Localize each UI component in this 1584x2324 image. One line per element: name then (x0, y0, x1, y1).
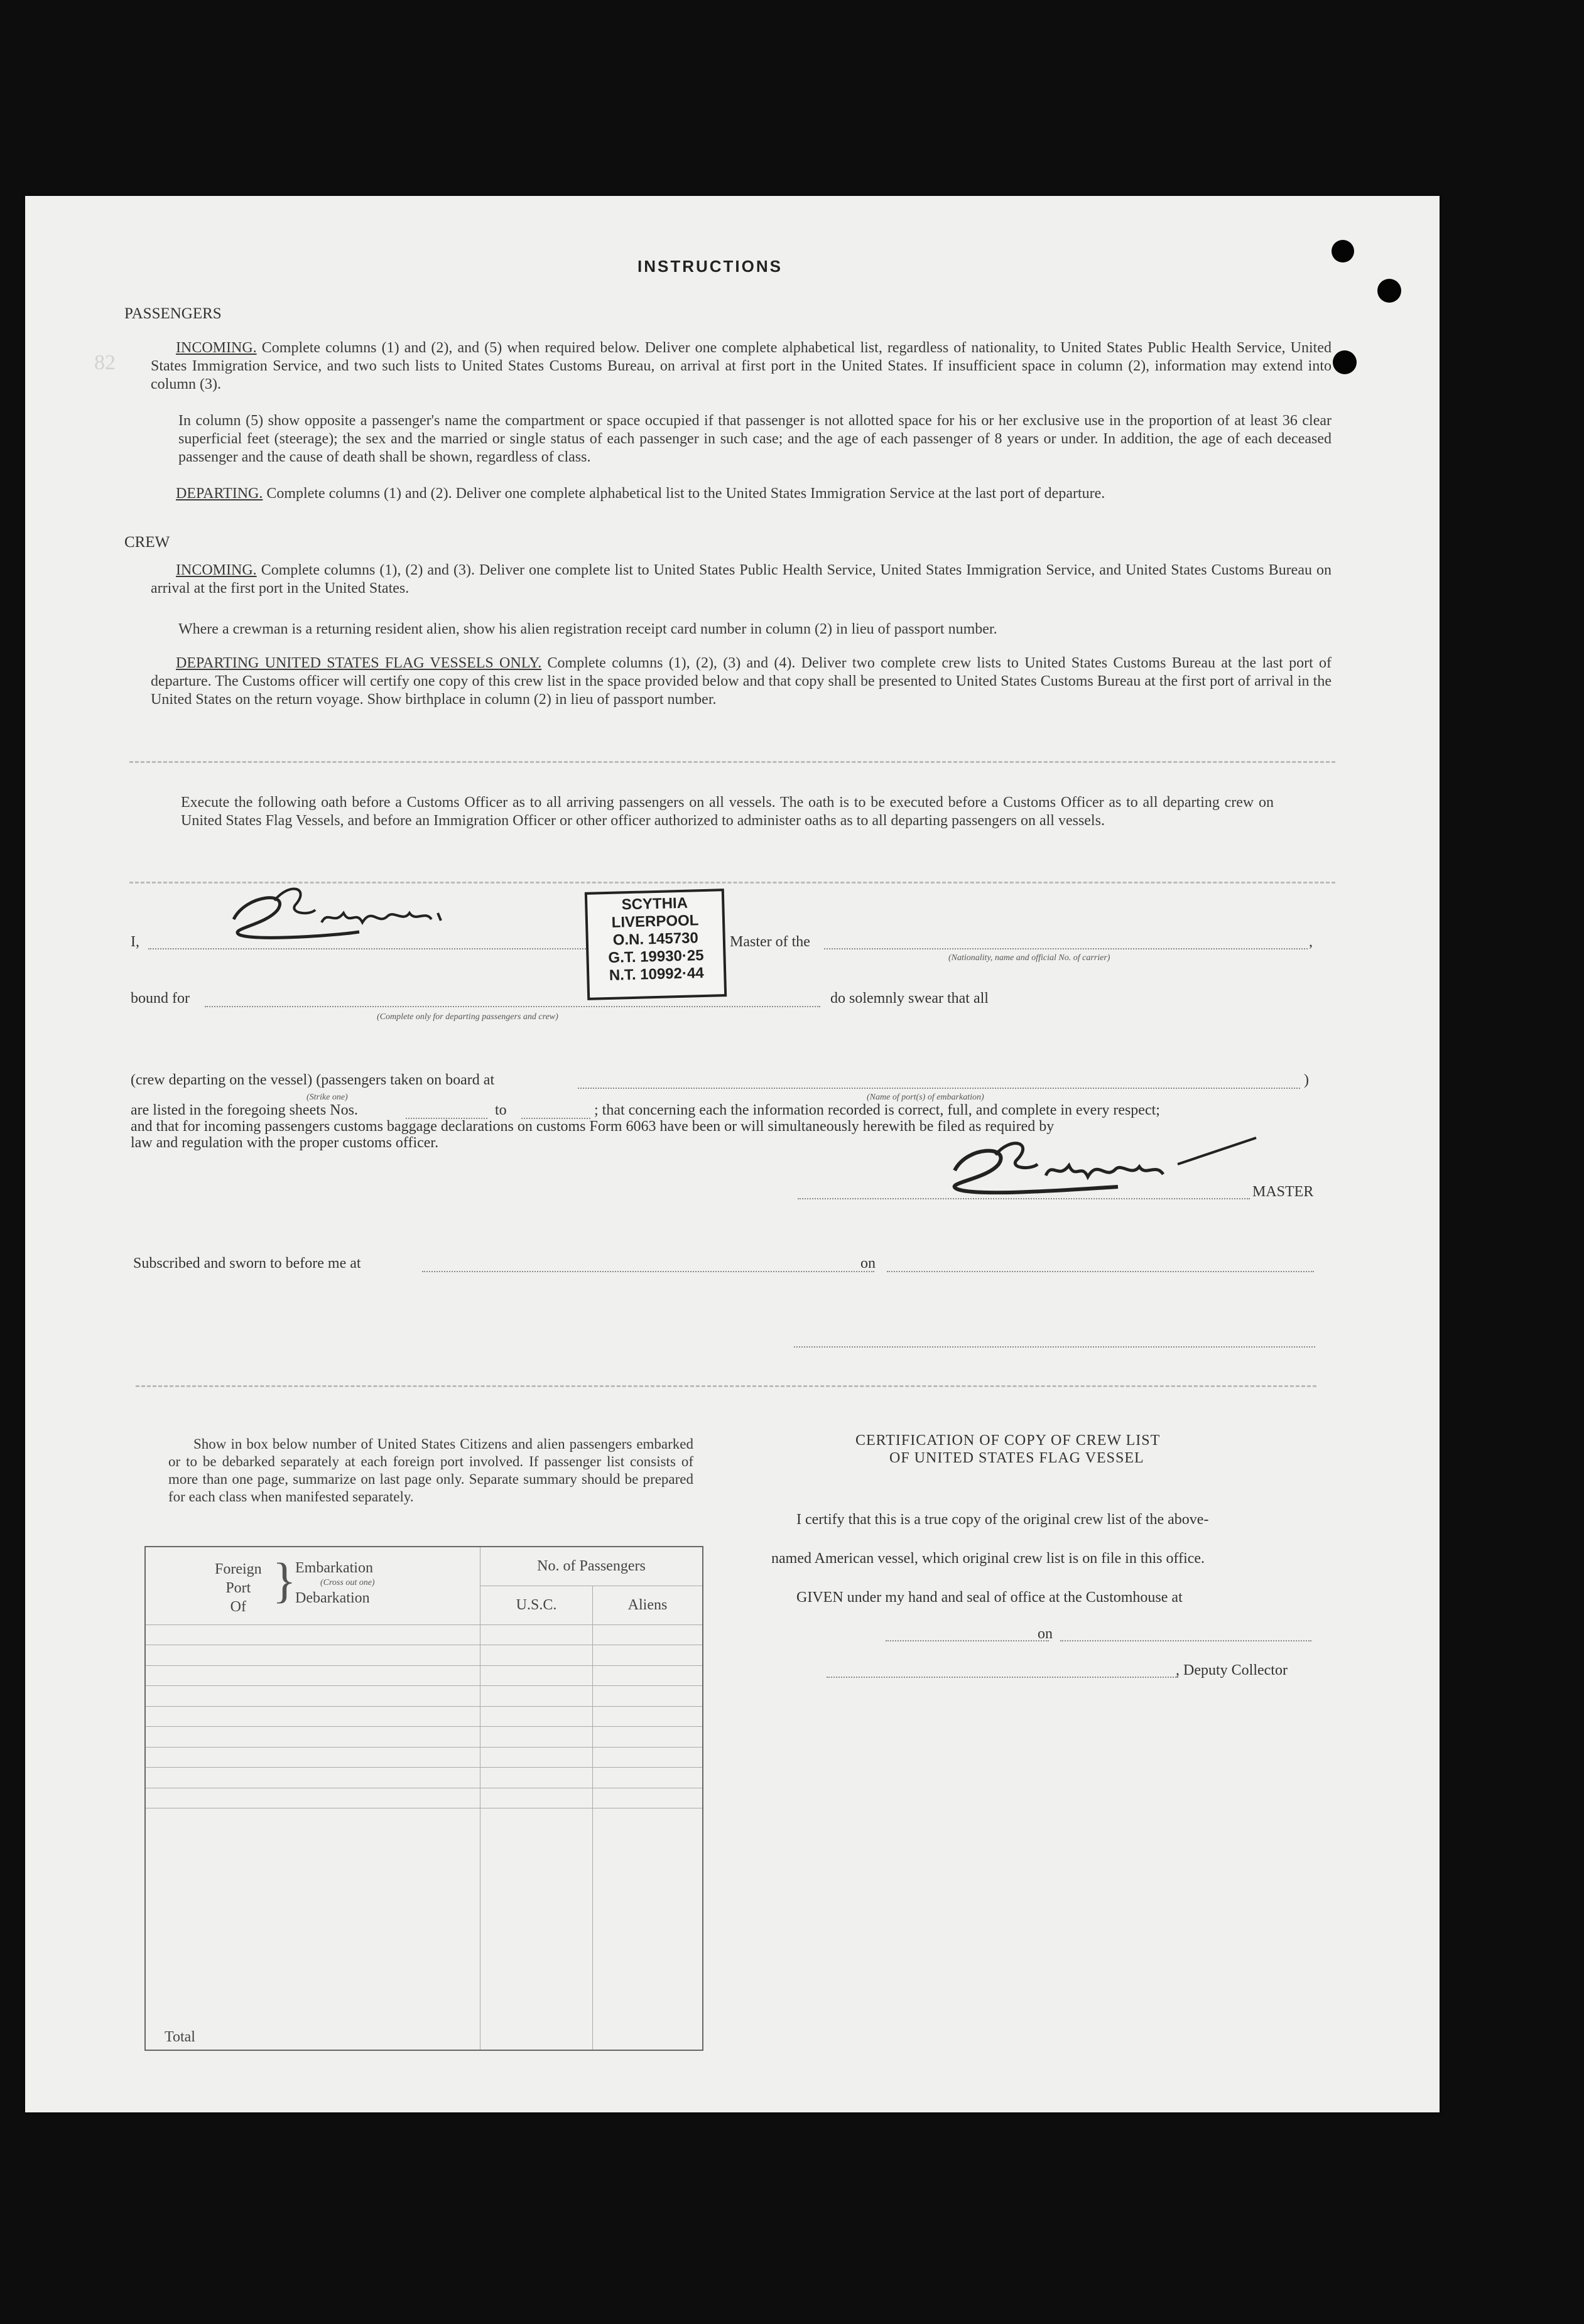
passengers-incoming-text: Complete columns (1) and (2), and (5) when required below. Deliver one complete alphabetical list, regardless of nationality, to United States Public Health Service, United States Immigration Service, and two such lists to United States Customs Bureau, on arrival at first port in the United States. If insufficient space in column (2), information may extend into column (3). (151, 340, 1332, 392)
master-label: MASTER (1252, 1184, 1314, 1200)
usc-cell[interactable] (480, 1624, 593, 1645)
no-passengers-header: No. of Passengers (480, 1547, 703, 1586)
close-paren: ) (1304, 1072, 1309, 1088)
master-name-field[interactable] (148, 948, 588, 949)
aliens-cell[interactable] (593, 1747, 703, 1768)
crew-incoming-label: INCOMING. (176, 562, 257, 578)
usc-cell[interactable] (480, 1727, 593, 1748)
aliens-cell[interactable] (593, 1788, 703, 1808)
certification-line-2: named American vessel, which original crew list is on file in this office. (771, 1550, 1205, 1567)
foreign-label: Foreign (215, 1561, 262, 1577)
officer-signature-field[interactable] (794, 1346, 1315, 1348)
subscribed-place-field[interactable] (422, 1271, 874, 1272)
port-cell[interactable] (145, 1665, 480, 1686)
deputy-signature-field[interactable] (827, 1677, 1178, 1678)
table-row (145, 1706, 703, 1727)
summary-instructions: Show in box below number of United States Citizens and alien passengers embarked or to be debarked separately at each foreign port involved. If passenger list consists of more than one page, summarize on last page only. Separate summary should be prepared for each class when manifested separately. (168, 1436, 693, 1505)
crew-incoming (151, 561, 1332, 598)
crew-returning-resident: Where a crewman is a returning resident alien, show his alien registration receipt card number in column (2) in lieu of passport number. (178, 621, 997, 637)
total-usc-cell[interactable] (480, 1808, 593, 2050)
punch-hole-3 (1333, 350, 1357, 374)
punch-hole-2 (1377, 279, 1401, 303)
debarkation-label: Debarkation (295, 1590, 370, 1606)
stamp-line-5: N.T. 10992·44 (609, 965, 704, 984)
master-signature-field[interactable] (798, 1198, 1250, 1199)
port-cell[interactable] (145, 1706, 480, 1727)
subscribed-date-field[interactable] (887, 1271, 1314, 1272)
table-row (145, 1727, 703, 1748)
usc-header: U.S.C. (480, 1586, 593, 1624)
aliens-cell[interactable] (593, 1665, 703, 1686)
usc-cell[interactable] (480, 1706, 593, 1727)
port-cell[interactable] (145, 1727, 480, 1748)
certification-title-1: CERTIFICATION OF COPY OF CREW LIST (855, 1432, 1161, 1449)
master-signature-1 (221, 875, 466, 944)
cross-out-caption: (Cross out one) (320, 1578, 375, 1587)
passengers-heading: PASSENGERS (124, 305, 222, 322)
aliens-cell[interactable] (593, 1727, 703, 1748)
aliens-cell[interactable] (593, 1768, 703, 1788)
subscribed-label: Subscribed and sworn to before me at (133, 1255, 361, 1272)
aliens-cell[interactable] (593, 1686, 703, 1707)
crew-departing-text: Complete columns (1), (2), (3) and (4). Deliver two complete crew lists to United States Customs Bureau at the last port of departure. The Customs officer will certify one copy of this crew list in the space provided below and that copy shall be presented to United States Customs Bureau at the first port of arrival in the United States on the return voyage. Show birthplace in column (2) in lieu of passport number. (151, 655, 1332, 708)
section-divider-1 (129, 761, 1335, 763)
usc-cell[interactable] (480, 1747, 593, 1768)
usc-cell[interactable] (480, 1665, 593, 1686)
usc-cell[interactable] (480, 1788, 593, 1808)
certification-line-1: I certify that this is a true copy of the original crew list of the above- (796, 1511, 1209, 1528)
crew-heading: CREW (124, 534, 170, 551)
oath-listed-c: and that for incoming passengers customs baggage declarations on customs Form 6063 have been or will simultaneously herewith be filed as required by (131, 1118, 1055, 1135)
oath-listed-b: ; that concerning each the information recorded is correct, full, and complete in every respect; (594, 1102, 1160, 1118)
complete-caption: (Complete only for departing passengers and crew) (377, 1012, 558, 1022)
page-title: INSTRUCTIONS (637, 257, 783, 276)
total-label (145, 1808, 480, 2050)
certification-line-3: GIVEN under my hand and seal of office at the Customhouse at (796, 1589, 1183, 1606)
table-row (145, 1645, 703, 1666)
oath-bound-for: bound for (131, 990, 190, 1007)
usc-cell[interactable] (480, 1645, 593, 1666)
passengers-incoming (151, 339, 1332, 394)
aliens-cell[interactable] (593, 1624, 703, 1645)
stamp-line-4: G.T. 19930·25 (608, 947, 704, 966)
table-row (145, 1768, 703, 1788)
deputy-collector-label: , Deputy Collector (1176, 1662, 1288, 1678)
table-row (145, 1665, 703, 1686)
table-row (145, 1624, 703, 1645)
port-cell[interactable] (145, 1686, 480, 1707)
crew-incoming-text: Complete columns (1), (2) and (3). Deliver one complete list to United States Public Health Service, United States Immigration Service, and United States Customs Bureau on arrival at the first port in the United States. (151, 562, 1332, 597)
margin-mark: 82 (94, 351, 116, 374)
stamp-line-2: LIVERPOOL (611, 912, 699, 931)
oath-listed-d: law and regulation with the proper customs officer. (131, 1135, 439, 1151)
oath-intro: Execute the following oath before a Customs Officer as to all arriving passengers on all vessels. The oath is to be executed before a Customs Officer as to all departing crew on United States Flag Vessels, and before an Immigration Officer or other officer authorized to administer oaths as to all departing passengers on all vessels. (181, 794, 1274, 829)
ship-stamp (585, 889, 727, 1000)
port-cell[interactable] (145, 1768, 480, 1788)
certification-on: on (1038, 1626, 1053, 1642)
embarkation-label: Embarkation (295, 1560, 373, 1576)
crew-departing-label: DEPARTING UNITED STATES FLAG VESSELS ONLY. (176, 655, 542, 671)
port-cell[interactable] (145, 1645, 480, 1666)
crew-departing (151, 654, 1332, 709)
passengers-departing-text: Complete columns (1) and (2). Deliver one complete alphabetical list to the United States Immigration Service at the last port of departure. (266, 485, 1105, 502)
table-row (145, 1788, 703, 1808)
usc-cell[interactable] (480, 1768, 593, 1788)
port-caption: (Name of port(s) of embarkation) (867, 1093, 984, 1102)
passengers-departing (151, 485, 1332, 503)
subscribed-on: on (860, 1255, 876, 1272)
table-row (145, 1747, 703, 1768)
form-sheet (25, 196, 1440, 2112)
oath-swear: do solemnly swear that all (830, 990, 989, 1007)
aliens-header: Aliens (593, 1586, 703, 1624)
passenger-summary-table (144, 1546, 703, 2051)
port-header-cell (145, 1547, 480, 1624)
table-row (145, 1686, 703, 1707)
oath-listed-a: are listed in the foregoing sheets Nos. (131, 1102, 358, 1118)
port-cell[interactable] (145, 1788, 480, 1808)
stamp-line-1: SCYTHIA (621, 894, 688, 914)
oath-crew-passengers: (crew departing on the vessel) (passengers taken on board at (131, 1072, 495, 1088)
total-text: Total (165, 2029, 195, 2045)
oath-i-label: I, (131, 934, 139, 950)
total-row (145, 1808, 703, 2050)
nationality-caption: (Nationality, name and official No. of carrier) (948, 953, 1110, 963)
oath-master-of: Master of the (730, 934, 810, 950)
passengers-column5: In column (5) show opposite a passenger's name the compartment or space occupied if that passenger is not allotted space for his or her exclusive use in the proportion of at least 36 clear superficial feet (steerage); the sex and the married or single status of each passenger in such case; and the age of each passenger of 8 years or under. In addition, the age of each deceased passenger and the cause of death shall be shown, regardless of class. (178, 413, 1332, 465)
master-signature-2 (930, 1127, 1269, 1202)
certification-title-2: OF UNITED STATES FLAG VESSEL (889, 1450, 1144, 1466)
total-aliens-cell[interactable] (593, 1808, 703, 2050)
brace-icon: } (273, 1553, 296, 1608)
stamp-line-3: O.N. 145730 (612, 929, 699, 949)
certification-date-field[interactable] (1060, 1640, 1311, 1641)
port-cell[interactable] (145, 1747, 480, 1768)
of-label: Of (230, 1599, 246, 1615)
port-label: Port (225, 1580, 251, 1596)
aliens-cell[interactable] (593, 1645, 703, 1666)
usc-cell[interactable] (480, 1686, 593, 1707)
passengers-incoming-label: INCOMING. (176, 340, 257, 356)
section-divider-3 (136, 1385, 1316, 1387)
aliens-cell[interactable] (593, 1706, 703, 1727)
punch-hole-1 (1332, 240, 1354, 262)
passengers-departing-label: DEPARTING. (176, 485, 263, 502)
port-cell[interactable] (145, 1624, 480, 1645)
comma: , (1309, 934, 1313, 950)
customhouse-field[interactable] (886, 1640, 1049, 1641)
oath-to: to (495, 1102, 507, 1118)
strike-caption: (Strike one) (306, 1093, 348, 1102)
